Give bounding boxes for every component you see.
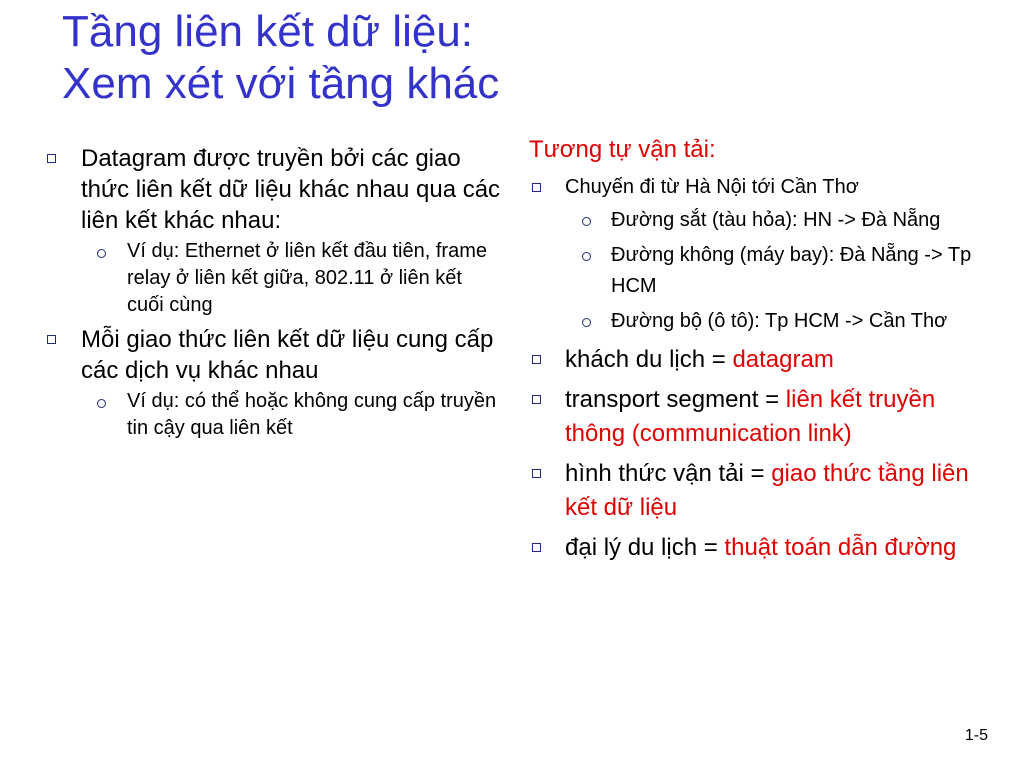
sub-bullet-item bbox=[527, 306, 987, 337]
square-bullet-icon bbox=[532, 183, 541, 192]
square-bullet-icon bbox=[532, 543, 541, 552]
circle-bullet-icon bbox=[97, 249, 106, 258]
square-bullet-icon bbox=[47, 335, 56, 344]
sub-bullet-text: Đường không (máy bay): Đà Nẵng -> Tp HCM bbox=[611, 244, 972, 297]
analogy-label: hình thức vận tải = bbox=[565, 460, 772, 487]
bullet-item bbox=[44, 143, 504, 236]
analogy-value: thuật toán dẫn đường bbox=[724, 534, 957, 561]
circle-bullet-icon bbox=[97, 399, 106, 408]
circle-bullet-icon bbox=[582, 217, 591, 226]
sub-bullet-text: Đường bộ (ô tô): Tp HCM -> Cần Thơ bbox=[611, 310, 948, 332]
square-bullet-icon bbox=[47, 154, 56, 163]
analogy-value: liên kết truyền thông (communication link) bbox=[565, 386, 936, 447]
bullet-item bbox=[44, 324, 504, 386]
square-bullet-icon bbox=[532, 469, 541, 478]
sub-bullet-item bbox=[527, 240, 987, 302]
analogy-value: datagram bbox=[732, 346, 834, 373]
sub-bullet-text: Ví dụ: có thể hoặc không cung cấp truyền tin cậy qua liên kết bbox=[127, 390, 497, 439]
sub-bullet-item bbox=[44, 388, 504, 442]
analogy-item bbox=[527, 531, 987, 565]
analogy-value: giao thức tầng liên kết dữ liệu bbox=[565, 460, 969, 521]
circle-bullet-icon bbox=[582, 252, 591, 261]
analogy-label: khách du lịch = bbox=[565, 346, 733, 373]
slide-title bbox=[62, 6, 499, 110]
sub-bullet-text: Ví dụ: Ethernet ở liên kết đầu tiên, frame relay ở liên kết giữa, 802.11 ở liên kết cuối cùng bbox=[127, 240, 487, 316]
analogy-item bbox=[527, 343, 987, 377]
page-number: 1-5 bbox=[964, 727, 988, 744]
right-column bbox=[527, 135, 987, 565]
title-line-1: Tầng liên kết dữ liệu: bbox=[62, 7, 474, 56]
title-line-2: Xem xét với tầng khác bbox=[62, 59, 500, 108]
analogy-item bbox=[527, 457, 987, 525]
sub-bullet-item bbox=[527, 205, 987, 236]
analogy-label: đại lý du lịch = bbox=[565, 534, 725, 561]
square-bullet-icon bbox=[532, 355, 541, 364]
analogy-label: transport segment = bbox=[565, 386, 786, 413]
square-bullet-icon bbox=[532, 395, 541, 404]
sub-bullet-text: Đường sắt (tàu hỏa): HN -> Đà Nẵng bbox=[611, 209, 941, 231]
analogy-heading: Tương tự vận tải: bbox=[529, 136, 716, 163]
sub-bullet-item bbox=[44, 238, 504, 319]
bullet-text: Chuyến đi từ Hà Nội tới Cần Thơ bbox=[565, 176, 859, 198]
bullet-item bbox=[527, 174, 987, 201]
circle-bullet-icon bbox=[582, 318, 591, 327]
analogy-item bbox=[527, 383, 987, 451]
bullet-text: Datagram được truyền bởi các giao thức liên kết dữ liệu khác nhau qua các liên kết khác nhau: bbox=[81, 145, 501, 234]
bullet-text: Mỗi giao thức liên kết dữ liệu cung cấp các dịch vụ khác nhau bbox=[81, 326, 494, 384]
left-column bbox=[44, 143, 504, 442]
